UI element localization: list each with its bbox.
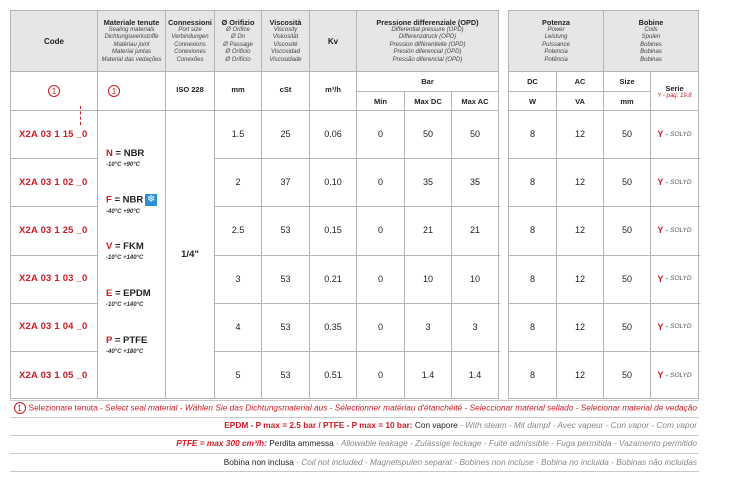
footer-note-steam: EPDM - P max = 2.5 bar / PTFE - P max = 10 bar: Con vapore - With steam - Mit dampf - Avec vapeur - Con vapor - Com vapor [224,420,697,430]
serie-solyd-label: SOLYD [670,323,692,331]
col-orifice-header: Ø Orifizio Ø Orifice Ø Dn Ø Passage Ø Orificio Ø Orifício [214,10,262,72]
cell-orifice: 2 [235,177,241,188]
cell-serie: Y - SOLYD [657,225,692,236]
conn-column: 1/4" [165,110,215,399]
cell-min-bar: 0 [377,370,383,381]
dc-header: DC [508,71,557,92]
cell-kv: 0.21 [324,273,342,284]
cell-viscosity: 53 [280,321,291,332]
cell-coil-size: 50 [621,370,632,381]
cell-serie: Y - SOLYD [657,177,692,188]
cell-min-bar: 0 [377,129,383,140]
cell-dc-power: 8 [529,177,535,188]
seal-material-name: = EPDM [114,288,151,299]
cell-maxdc-bar: 21 [422,225,433,236]
cell-dc-power: 8 [529,370,535,381]
cell-ac-power: 12 [574,129,585,140]
cell-maxdc-bar: 1.4 [421,370,435,381]
cell-ac-power: 12 [574,370,585,381]
serie-solyd-label: SOLYD [670,130,692,138]
cell-ac-power: 12 [574,177,585,188]
serie-letter: Y [657,129,664,140]
orifice-unit: mm [231,84,245,94]
seal-temperature-range: -40°C +180°C [106,349,144,355]
footer-divider-2 [10,417,699,418]
seal-letter: F [106,194,112,206]
cell-kv: 0.51 [324,370,342,381]
seal-material-name: = NBR [114,194,144,206]
col-conn-header: Connessioni Port size Verbindungen Connexions Conexiones Conexões [165,10,215,72]
cell-coil-size: 50 [621,225,632,236]
cell-code: X2A 03 1 05 _0 [19,369,88,381]
seal-option [106,194,157,215]
footer-divider-4 [10,453,699,454]
conn-unit: ISO 228 [176,84,204,94]
opd-min-header: Min [356,91,405,111]
seal-material-name: = NBR [115,148,145,159]
seal-option [106,241,144,261]
col-viscosity-header: Viscosità Viscosity Viskosität Viscosité Viscosidad Viscosidade [261,10,310,72]
cell-maxdc-bar: 35 [422,177,433,188]
cell-code: X2A 03 1 02 _0 [19,176,88,188]
footer-divider-3 [10,435,699,436]
cell-serie: Y - SOLYD [657,129,692,140]
cell-maxac-bar: 1.4 [468,370,482,381]
cell-orifice: 4 [235,321,241,332]
footer-divider-1 [10,400,699,401]
serie-letter: Y [657,370,664,381]
serie-solyd-label: SOLYD [670,371,692,379]
cell-kv: 0.06 [324,129,342,140]
seal-letter: E [106,288,113,299]
size-unit-header: mm [603,91,651,111]
col-power-header: Potenza Power Leistung Puissance Potencia Potência [508,10,604,72]
col-coils-header: Bobine Coils Spulen Bobines Bobinas Bobinas [603,10,699,72]
cell-code: X2A 03 1 25 _0 [19,224,88,236]
seal-letter: N [106,148,113,159]
col-opd-header: Pressione differenziale (OPD) Differential pressure (OPD) Differenzdruck (OPD) Pression différentielle (OPD) Presión diferencial (OPD) Pressão diferencial (OPD) [356,10,499,72]
cell-maxac-bar: 10 [469,273,480,284]
serie-letter: Y [657,321,664,332]
seal-option [106,148,144,168]
col-kv-header: Kv [309,10,357,72]
footer-note-seal: 1 Selezionare tenuta - Select seal material - Wählen Sie das Dichtungsmaterial aus - Sélectionner matériau d'étanchéité - Seleccionar material sellado - Selecionar material de vedação [14,402,697,414]
cell-kv: 0.15 [324,225,342,236]
col-seal-header: Materiale tenute Sealing materials Dichtungswerkstoffe Matériau joint Material juntas Material das vedações [97,10,166,72]
cell-serie: Y - SOLYD [657,370,692,381]
serie-letter: Y [657,177,664,188]
seal-temperature-range: -10°C +90°C [106,162,140,168]
footer-note-coil: Bobina non inclusa - Coil not included - Magnetspulen separat - Bobines non incluse - Bobina no incluida - Bobinas não incluidas [223,457,697,467]
serie-solyd-label: SOLYD [670,178,692,186]
cell-dc-power: 8 [529,321,535,332]
seal-letter: V [106,241,113,252]
cell-serie: Y - SOLYD [657,321,692,332]
cell-viscosity: 25 [280,129,291,140]
seal-option [106,288,151,308]
opd-maxdc-header: Max DC [404,91,452,111]
seal-material-name: = PTFE [114,335,148,346]
cell-ac-power: 12 [574,225,585,236]
cell-viscosity: 37 [280,177,291,188]
kv-unit: m³/h [325,84,341,94]
mark-circle-icon: 1 [48,85,60,97]
cell-dc-power: 8 [529,225,535,236]
serie-letter: Y [657,225,664,236]
footer-divider-5 [10,471,699,472]
cell-ac-power: 12 [574,273,585,284]
seal-mark-circle-icon: 1 [108,85,120,97]
seal-temperature-range: -40°C +90°C [106,209,140,215]
seal-material-name: = FKM [114,241,144,252]
code-mark [10,82,150,100]
cell-maxdc-bar: 3 [425,321,431,332]
cell-min-bar: 0 [377,177,383,188]
ac-header: AC [556,71,604,92]
cell-code: X2A 03 1 03 _0 [19,273,88,285]
cell-maxac-bar: 21 [469,225,480,236]
cell-coil-size: 50 [621,129,632,140]
cell-viscosity: 53 [280,370,291,381]
cell-kv: 0.10 [324,177,342,188]
cell-min-bar: 0 [377,321,383,332]
cell-orifice: 2.5 [231,225,245,236]
col-code-header: Code [10,10,98,72]
cell-orifice: 5 [235,370,241,381]
cell-maxac-bar: 35 [469,177,480,188]
cell-serie: Y - SOLYD [657,273,692,284]
cell-min-bar: 0 [377,273,383,284]
cell-viscosity: 53 [280,225,291,236]
snowflake-icon: ❄ [147,194,156,205]
cell-coil-size: 50 [621,321,632,332]
note-mark-circle-icon: 1 [14,402,26,414]
serie-header: Serie Y - pag. 19.8 [650,71,699,111]
va-header: VA [556,91,604,111]
cell-maxac-bar: 3 [472,321,478,332]
opd-bar-header: Bar [356,71,499,92]
cell-min-bar: 0 [377,225,383,236]
cell-code: X2A 03 1 15 _0 [19,128,88,140]
serie-letter: Y [657,273,664,284]
cell-orifice: 3 [235,273,241,284]
seal-letter: P [106,335,113,346]
cell-dc-power: 8 [529,273,535,284]
cell-maxdc-bar: 50 [422,129,433,140]
visc-unit: cSt [279,84,292,94]
seal-temperature-range: -10°C +140°C [106,302,144,308]
cell-orifice: 1.5 [231,129,245,140]
cell-viscosity: 53 [280,273,291,284]
cell-dc-power: 8 [529,129,535,140]
serie-solyd-label: SOLYD [670,226,692,234]
w-header: W [508,91,557,111]
cell-coil-size: 50 [621,273,632,284]
seal-option [106,335,147,355]
cell-maxac-bar: 50 [469,129,480,140]
cell-coil-size: 50 [621,177,632,188]
serie-solyd-label: SOLYD [670,275,692,283]
size-header: Size [603,71,651,92]
opd-maxac-header: Max AC [451,91,499,111]
cell-maxdc-bar: 10 [422,273,433,284]
cell-kv: 0.35 [324,321,342,332]
cell-ac-power: 12 [574,321,585,332]
cell-code: X2A 03 1 04 _0 [19,321,88,333]
footer-note-leakage: PTFE = max 300 cm³/h: Perdita ammessa - Allowable leakage - Zulässige leckage - Fuite admissible - Fuga permitida - Vazamento permitido [176,438,697,448]
seal-temperature-range: -10°C +140°C [106,255,144,261]
